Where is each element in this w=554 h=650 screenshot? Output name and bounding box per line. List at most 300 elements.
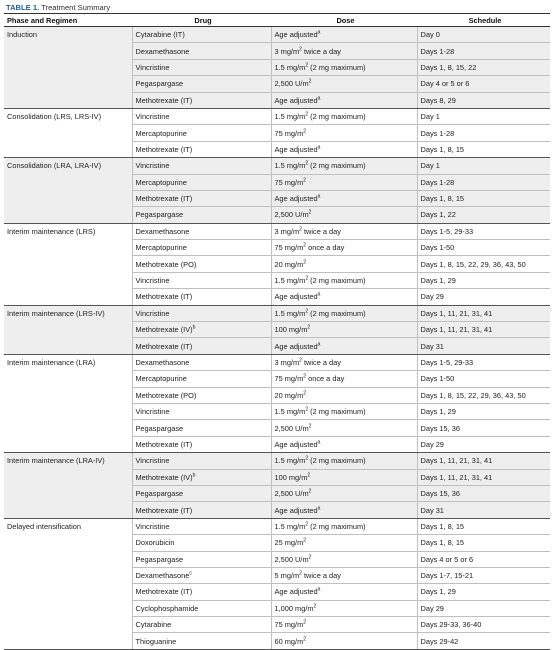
drug-cell [132,502,271,518]
dose-superscript: 2 [305,406,309,413]
schedule-value: Day 1 [420,161,440,171]
dose-value: Age adjusted [274,30,318,40]
dose-value: 2,500 U/m [274,554,309,564]
schedule-value: Days 1, 29 [420,407,456,417]
drug-name: Pegaspargase [135,554,184,564]
dose-superscript: 2 [305,111,309,118]
dose-cell [271,27,417,43]
phase-label: Delayed intensification [7,521,81,531]
phase-cell [4,354,132,452]
drug-cell [132,322,271,338]
dose-value: 1.5 mg/m [274,521,306,531]
drug-name: Doxorubicin [135,538,175,548]
phase-group [4,27,550,109]
schedule-cell [417,108,550,124]
table-row [4,223,550,239]
dose-value: Age adjusted [274,587,318,597]
dose-value: 75 mg/m [274,128,304,138]
dose-cell [271,567,417,583]
table-caption [6,3,550,13]
drug-name: Dexamethasone [135,226,190,236]
schedule-value: Days 1, 8, 15, 22 [420,62,477,72]
dose-superscript: a [317,587,321,593]
drug-cell [132,108,271,124]
schedule-value: Days 15, 36 [420,423,460,433]
dose-superscript: 2 [305,62,309,69]
dose-value: 2,500 U/m [274,489,309,499]
dose-cell [271,485,417,501]
dose-value: Age adjusted [274,144,318,154]
drug-cell [132,617,271,633]
drug-name: Methotrexate (PO) [135,259,197,269]
dose-value: 20 mg/m [274,259,304,269]
schedule-value: Day 0 [420,30,440,40]
schedule-cell [417,518,550,534]
dose-cell [271,469,417,485]
dose-qualifier: (2 mg maximum) [308,308,366,318]
dose-value: 2,500 U/m [274,79,309,89]
dose-value: Age adjusted [274,292,318,302]
phase-label: Consolidation (LRS, LRS-IV) [7,111,102,121]
schedule-value: Days 1, 8, 15 [420,538,465,548]
phase-group [4,305,550,354]
schedule-cell [417,420,550,436]
dose-superscript: 2 [303,636,307,643]
dose-cell [271,403,417,419]
dose-superscript: 2 [303,259,307,266]
dose-qualifier: twice a day [301,226,341,236]
drug-name: Vincristine [135,62,170,72]
phase-cell [4,453,132,519]
dose-superscript: a [317,505,321,512]
dose-value: 2,500 U/m [274,423,309,433]
header-dose: Dose [271,14,417,27]
table-row [4,305,550,321]
dose-value: 3 mg/m [274,226,300,236]
dose-cell [271,59,417,75]
dose-superscript: 2 [299,357,302,364]
drug-cell [132,633,271,649]
schedule-value: Days 1, 11, 21, 31, 41 [420,325,493,335]
drug-cell [132,27,271,43]
schedule-value: Days 29-42 [420,636,459,646]
dose-value: 1.5 mg/m [274,112,306,122]
dose-cell [271,256,417,272]
drug-name: Pegaspargase [135,210,184,220]
dose-value: 3 mg/m [274,46,300,56]
schedule-value: Day 1 [420,112,440,122]
treatment-summary-document [4,0,550,650]
phase-group [4,518,550,649]
dose-superscript: 2 [307,324,311,331]
dose-qualifier: (2 mg maximum) [308,161,366,171]
drug-name: Methotrexate (IT) [135,341,193,351]
schedule-value: Days 1, 11, 21, 31, 41 [420,472,493,482]
dose-cell [271,43,417,59]
dose-cell [271,158,417,174]
drug-cell [132,403,271,419]
dose-value: 100 mg/m [274,325,308,335]
dose-value: 100 mg/m [274,472,308,482]
schedule-value: Day 4 or 5 or 6 [420,79,470,89]
schedule-cell [417,256,550,272]
drug-name: Vincristine [135,308,170,318]
dose-cell [271,600,417,616]
drug-cell [132,485,271,501]
dose-cell [271,338,417,354]
schedule-cell [417,272,550,288]
dose-cell [271,354,417,370]
drug-cell [132,190,271,206]
schedule-value: Days 1-28 [420,128,455,138]
drug-name: Methotrexate (IT) [135,194,193,204]
schedule-cell [417,305,550,321]
schedule-value: Day 31 [420,341,444,351]
dose-value: Age adjusted [274,95,318,105]
dose-superscript: 2 [303,128,307,135]
drug-cell [132,600,271,616]
dose-cell [271,223,417,239]
drug-cell [132,92,271,108]
phase-cell [4,27,132,109]
dose-qualifier: twice a day [301,571,341,581]
dose-qualifier: (2 mg maximum) [308,276,366,286]
drug-cell [132,453,271,469]
schedule-cell [417,453,550,469]
dose-value: 75 mg/m [274,177,304,187]
phase-cell [4,518,132,649]
dose-superscript: a [317,193,321,200]
dose-cell [271,387,417,403]
dose-value: Age adjusted [274,341,318,351]
drug-name: Methotrexate (PO) [135,390,197,400]
dose-cell [271,502,417,518]
dose-superscript: 2 [307,472,311,479]
drug-cell [132,223,271,239]
dose-qualifier: (2 mg maximum) [308,407,366,417]
dose-superscript: a [317,439,321,446]
drug-name: Pegaspargase [135,489,184,499]
dose-value: 1.5 mg/m [274,276,306,286]
schedule-value: Day 29 [420,439,444,449]
drug-name: Methotrexate (IT) [135,439,193,449]
schedule-cell [417,338,550,354]
schedule-cell [417,240,550,256]
dose-superscript: 2 [303,619,307,626]
drug-cell [132,174,271,190]
schedule-value: Days 4 or 5 or 6 [420,554,474,564]
header-drug: Drug [132,14,271,27]
drug-name: Methotrexate (IT) [135,587,193,597]
drug-name: Dexamethasone [135,358,190,367]
schedule-cell [417,617,550,633]
drug-name: Cyclophosphamide [135,603,199,613]
drug-cell [132,338,271,354]
schedule-cell [417,92,550,108]
schedule-value: Days 1, 11, 21, 31, 41 [420,456,493,466]
drug-name: Vincristine [135,276,170,286]
drug-name: Cytarabine (IT) [135,30,185,40]
dose-value: Age adjusted [274,505,318,515]
dose-value: Age adjusted [274,439,318,449]
schedule-value: Days 1-7, 15-21 [420,571,474,581]
schedule-cell [417,502,550,518]
schedule-value: Days 8, 29 [420,95,456,105]
dose-qualifier: once a day [306,243,345,253]
phase-cell [4,223,132,305]
drug-cell [132,59,271,75]
drug-name: Vincristine [135,521,170,531]
dose-value: 1,000 mg/m [274,603,314,613]
schedule-value: Days 1, 8, 15, 22, 29, 36, 43, 50 [420,390,526,400]
dose-superscript: 2 [305,455,309,462]
schedule-cell [417,322,550,338]
phase-label: Interim maintenance (LRA) [7,357,96,367]
schedule-value: Days 1-50 [420,374,455,384]
dose-superscript: 2 [299,46,302,53]
dose-qualifier: (2 mg maximum) [308,521,366,531]
drug-footnote-marker: c [189,570,192,577]
table-row [4,108,550,124]
dose-cell [271,174,417,190]
dose-superscript: a [317,29,321,36]
dose-cell [271,551,417,567]
dose-cell [271,272,417,288]
drug-name: Methotrexate (IV) [135,325,193,335]
drug-cell [132,305,271,321]
table-number: TABLE 1. [6,3,40,12]
drug-cell [132,567,271,583]
drug-name: Vincristine [135,456,170,466]
drug-cell [132,535,271,551]
drug-cell [132,256,271,272]
drug-cell [132,584,271,600]
schedule-cell [417,584,550,600]
drug-name: Methotrexate (IT) [135,144,193,154]
dose-cell [271,322,417,338]
schedule-cell [417,371,550,387]
drug-cell [132,141,271,157]
drug-name: Dexamethasone [135,46,190,56]
schedule-value: Days 15, 36 [420,489,460,499]
dose-value: 25 mg/m [274,538,304,548]
schedule-value: Days 1, 8, 15 [420,521,465,531]
table-row [4,453,550,469]
dose-value: 1.5 mg/m [274,308,306,318]
dose-value: 1.5 mg/m [274,161,306,171]
schedule-value: Days 1-5, 29-33 [420,358,474,367]
drug-cell [132,354,271,370]
drug-footnote-marker: b [192,472,196,479]
schedule-value: Day 29 [420,603,444,613]
schedule-cell [417,600,550,616]
dose-cell [271,76,417,92]
dose-superscript: 2 [305,160,309,167]
header-phase: Phase and Regimen [4,14,132,27]
dose-superscript: 2 [303,177,307,184]
phase-label: Interim maintenance (LRS) [7,226,96,236]
schedule-cell [417,551,550,567]
drug-name: Vincristine [135,112,170,122]
dose-cell [271,305,417,321]
table-row [4,354,550,370]
schedule-cell [417,125,550,141]
dose-value: 1.5 mg/m [274,407,306,417]
dose-cell [271,371,417,387]
dose-cell [271,125,417,141]
dose-qualifier: (2 mg maximum) [308,112,366,122]
schedule-value: Days 1-28 [420,46,455,56]
schedule-cell [417,633,550,649]
dose-cell [271,289,417,305]
table-title: Treatment Summary [41,3,111,12]
table-row [4,518,550,534]
dose-cell [271,92,417,108]
dose-cell [271,420,417,436]
phase-label: Induction [7,30,37,39]
schedule-value: Days 1, 29 [420,276,456,286]
drug-name: Methotrexate (IV) [135,472,193,482]
drug-cell [132,125,271,141]
dose-cell [271,633,417,649]
phase-group [4,354,550,452]
schedule-value: Days 1-28 [420,177,455,187]
drug-cell [132,420,271,436]
dose-superscript: 2 [308,554,312,561]
phase-label: Interim maintenance (LRS-IV) [7,308,105,318]
treatment-summary-table [4,13,550,650]
dose-value: 75 mg/m [274,620,304,630]
drug-cell [132,272,271,288]
table-row [4,27,550,43]
drug-cell [132,158,271,174]
dose-superscript: a [317,291,321,298]
dose-superscript: 2 [305,521,309,528]
drug-name: Vincristine [135,407,170,417]
drug-footnote-marker: b [192,324,196,331]
dose-superscript: 2 [303,390,307,397]
dose-value: 75 mg/m [274,243,304,253]
dose-cell [271,535,417,551]
dose-superscript: a [317,144,321,151]
dose-cell [271,436,417,452]
schedule-cell [417,141,550,157]
drug-cell [132,469,271,485]
dose-superscript: 2 [308,210,312,217]
dose-superscript: 2 [308,423,312,430]
schedule-value: Day 29 [420,292,444,302]
dose-cell [271,240,417,256]
phase-group [4,158,550,224]
drug-cell [132,240,271,256]
dose-value: 3 mg/m [274,358,300,367]
phase-group [4,108,550,157]
phase-label: Consolidation (LRA, LRA-IV) [7,161,102,171]
dose-superscript: a [317,95,321,102]
drug-cell [132,436,271,452]
dose-superscript: 2 [305,308,309,315]
schedule-cell [417,43,550,59]
drug-name: Pegaspargase [135,79,184,89]
schedule-cell [417,354,550,370]
phase-cell [4,305,132,354]
drug-cell [132,371,271,387]
dose-cell [271,453,417,469]
schedule-cell [417,469,550,485]
dose-value: 2,500 U/m [274,210,309,220]
dose-value: 1.5 mg/m [274,456,306,466]
drug-name: Methotrexate (IT) [135,95,193,105]
dose-qualifier: once a day [306,374,345,384]
dose-superscript: 2 [303,537,307,544]
schedule-cell [417,403,550,419]
dose-value: 20 mg/m [274,390,304,400]
dose-cell [271,518,417,534]
dose-cell [271,108,417,124]
dose-superscript: a [317,341,321,348]
schedule-value: Days 1, 8, 15 [420,144,465,154]
schedule-cell [417,27,550,43]
schedule-cell [417,207,550,223]
drug-name: Methotrexate (IT) [135,505,193,515]
header-schedule: Schedule [417,14,550,27]
schedule-value: Days 1, 29 [420,587,456,597]
schedule-cell [417,190,550,206]
schedule-value: Day 31 [420,505,444,515]
schedule-value: Days 1-50 [420,243,455,253]
dose-cell [271,617,417,633]
dose-cell [271,584,417,600]
drug-cell [132,207,271,223]
schedule-cell [417,76,550,92]
dose-qualifier: (2 mg maximum) [308,456,366,466]
drug-name: Dexamethasone [135,571,190,581]
schedule-value: Days 1, 8, 15, 22, 29, 36, 43, 50 [420,259,526,269]
dose-superscript: 2 [303,373,307,380]
dose-qualifier: (2 mg maximum) [308,62,366,72]
drug-name: Mercaptopurine [135,243,187,253]
schedule-value: Days 1, 22 [420,210,456,220]
dose-value: 5 mg/m [274,571,300,581]
dose-value: Age adjusted [274,194,318,204]
phase-label: Interim maintenance (LRA-IV) [7,456,105,466]
drug-name: Cytarabine [135,620,172,630]
schedule-cell [417,567,550,583]
schedule-cell [417,59,550,75]
dose-qualifier: twice a day [301,358,341,367]
drug-cell [132,387,271,403]
schedule-value: Days 1, 11, 21, 31, 41 [420,308,493,318]
drug-name: Mercaptopurine [135,128,187,138]
drug-cell [132,43,271,59]
dose-value: 75 mg/m [274,374,304,384]
dose-cell [271,141,417,157]
dose-superscript: 2 [313,603,317,610]
drug-name: Methotrexate (IT) [135,292,193,302]
schedule-cell [417,387,550,403]
dose-superscript: 2 [305,275,309,282]
table-header [4,14,550,27]
drug-name: Mercaptopurine [135,374,187,384]
phase-cell [4,108,132,157]
schedule-cell [417,289,550,305]
schedule-cell [417,436,550,452]
drug-name: Pegaspargase [135,423,184,433]
drug-name: Vincristine [135,161,170,171]
drug-name: Thioguanine [135,636,177,646]
drug-name: Mercaptopurine [135,177,187,187]
dose-qualifier: twice a day [301,46,341,56]
